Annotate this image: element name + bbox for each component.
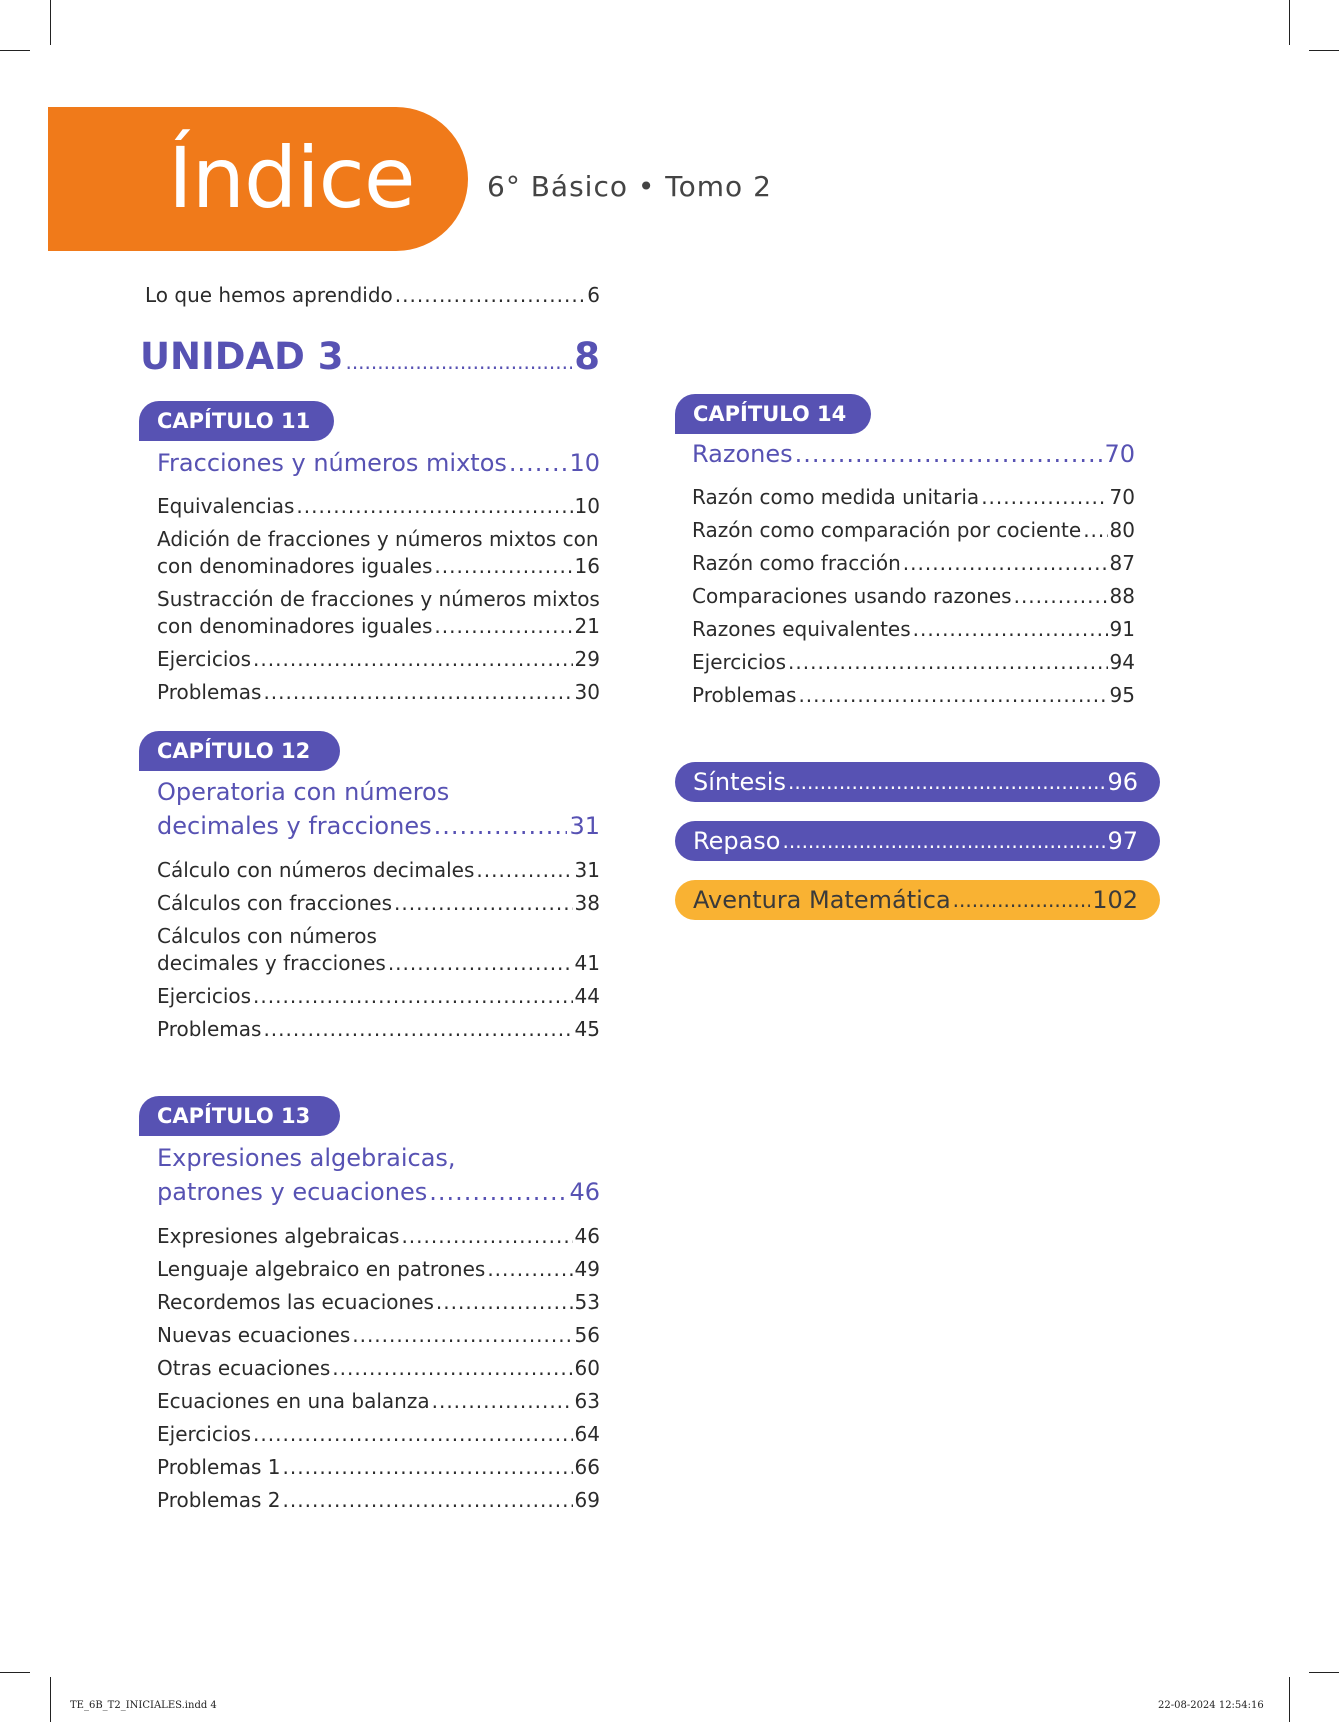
leader-dots <box>253 1422 573 1446</box>
toc-entry-label: Ejercicios <box>157 647 252 671</box>
leader-dots <box>476 858 572 882</box>
toc-entry-label: Comparaciones usando razones <box>692 584 1012 608</box>
toc-entry-page: 94 <box>1109 650 1135 674</box>
toc-entry-page: 21 <box>574 614 600 638</box>
leader-dots <box>1014 584 1108 608</box>
toc-entry[interactable] <box>157 647 600 671</box>
topic-label: Fracciones y números mixtos <box>157 449 507 477</box>
toc-entry-page: 16 <box>574 554 600 578</box>
chapter-badge: CAPÍTULO 12 <box>139 731 340 771</box>
toc-entry[interactable] <box>157 1455 600 1479</box>
toc-entry-label: Cálculos con fracciones <box>157 891 392 915</box>
toc-entry-page: 56 <box>574 1323 600 1347</box>
toc-entry[interactable] <box>157 1422 600 1446</box>
sintesis-link[interactable] <box>675 762 1160 802</box>
toc-entry-label: decimales y fracciones <box>157 951 386 975</box>
toc-entry[interactable] <box>157 680 600 704</box>
toc-entry-page: 10 <box>574 494 600 518</box>
toc-entry-label: Recordemos las ecuaciones <box>157 1290 434 1314</box>
topic-page: 31 <box>569 812 600 840</box>
leader-dots <box>903 551 1108 575</box>
leader-dots <box>432 1389 573 1413</box>
toc-entry-label: Razón como fracción <box>692 551 901 575</box>
aventura-matematica-link[interactable] <box>675 880 1160 920</box>
leader-dots <box>798 683 1107 707</box>
toc-entry-page: 46 <box>574 1224 600 1248</box>
toc-entry-page: 95 <box>1109 683 1135 707</box>
topic-label: Razones <box>692 440 793 468</box>
toc-entry-label: con denominadores iguales <box>157 614 433 638</box>
toc-entry[interactable] <box>157 614 600 638</box>
toc-entry-page: 87 <box>1109 551 1135 575</box>
leader-dots <box>345 350 572 374</box>
toc-entry-label: Problemas <box>157 1017 262 1041</box>
leader-dots <box>253 984 573 1008</box>
chapter-topic[interactable] <box>157 1178 600 1206</box>
toc-entry-label: Razones equivalentes <box>692 617 911 641</box>
leader-dots <box>253 647 573 671</box>
toc-entry[interactable] <box>692 518 1135 542</box>
toc-entry-page: 63 <box>574 1389 600 1413</box>
leader-dots <box>395 283 585 307</box>
leader-dots <box>332 1356 572 1380</box>
toc-entry[interactable] <box>157 984 600 1008</box>
toc-entry[interactable] <box>157 1257 600 1281</box>
toc-entry[interactable] <box>157 554 600 578</box>
leader-dots <box>509 449 568 477</box>
leader-dots <box>783 829 1106 853</box>
crop-mark <box>50 1677 51 1722</box>
pill-label: Aventura Matemática <box>693 886 951 914</box>
toc-entry-line: Sustracción de fracciones y números mixtos <box>157 587 600 611</box>
toc-entry-label: Ejercicios <box>157 984 252 1008</box>
toc-entry-label: con denominadores iguales <box>157 554 433 578</box>
toc-entry-label: Razón como medida unitaria <box>692 485 980 509</box>
toc-entry-page: 53 <box>574 1290 600 1314</box>
crop-mark <box>50 0 51 45</box>
chapter-topic-line: Expresiones algebraicas, <box>157 1144 456 1172</box>
toc-entry[interactable] <box>692 551 1135 575</box>
toc-entry-label: Ejercicios <box>692 650 787 674</box>
leader-dots <box>1083 518 1107 542</box>
leader-dots <box>434 614 572 638</box>
toc-entry-page: 44 <box>574 984 600 1008</box>
toc-entry-label: Problemas 2 <box>157 1488 281 1512</box>
toc-entry-page: 91 <box>1109 617 1135 641</box>
leader-dots <box>429 1178 567 1206</box>
leader-dots <box>981 485 1107 509</box>
toc-entry-label: Problemas <box>157 680 262 704</box>
toc-entry[interactable] <box>692 617 1135 641</box>
leader-dots <box>953 888 1091 912</box>
toc-entry-page: 69 <box>574 1488 600 1512</box>
pill-page: 96 <box>1107 768 1138 796</box>
toc-entry-page: 6 <box>587 283 600 307</box>
leader-dots <box>487 1257 572 1281</box>
unit-label: UNIDAD 3 <box>140 335 344 378</box>
page-title: Índice <box>168 129 415 227</box>
toc-entry-label: Problemas <box>692 683 797 707</box>
toc-entry[interactable] <box>145 283 600 307</box>
leader-dots <box>436 1290 573 1314</box>
crop-mark <box>0 50 30 51</box>
leader-dots <box>296 494 572 518</box>
pill-page: 102 <box>1092 886 1138 914</box>
toc-entry[interactable] <box>157 494 600 518</box>
chapter-topic-line: Operatoria con números <box>157 778 450 806</box>
topic-page: 46 <box>569 1178 600 1206</box>
leader-dots <box>434 554 572 578</box>
leader-dots <box>283 1455 573 1479</box>
toc-entry-page: 29 <box>574 647 600 671</box>
toc-entry-page: 45 <box>574 1017 600 1041</box>
toc-entry-label: Equivalencias <box>157 494 295 518</box>
toc-entry-label: Cálculo con números decimales <box>157 858 475 882</box>
toc-entry-page: 30 <box>574 680 600 704</box>
toc-entry[interactable] <box>157 951 600 975</box>
chapter-badge: CAPÍTULO 11 <box>139 401 334 441</box>
leader-dots <box>913 617 1108 641</box>
leader-dots <box>283 1488 573 1512</box>
toc-entry[interactable] <box>692 485 1135 509</box>
toc-entry[interactable] <box>157 858 600 882</box>
toc-entry[interactable] <box>692 683 1135 707</box>
toc-entry[interactable] <box>157 1323 600 1347</box>
crop-mark <box>0 1672 30 1673</box>
toc-entry[interactable] <box>157 1017 600 1041</box>
toc-entry-page: 64 <box>574 1422 600 1446</box>
chapter-topic[interactable] <box>692 440 1135 468</box>
leader-dots <box>263 680 572 704</box>
chapter-topic[interactable] <box>157 449 600 477</box>
topic-label: patrones y ecuaciones <box>157 1178 428 1206</box>
leader-dots <box>263 1017 572 1041</box>
toc-entry-label: Ecuaciones en una balanza <box>157 1389 430 1413</box>
toc-entry-label: Ejercicios <box>157 1422 252 1446</box>
toc-entry-label: Otras ecuaciones <box>157 1356 331 1380</box>
toc-entry-page: 31 <box>574 858 600 882</box>
toc-entry[interactable] <box>157 1356 600 1380</box>
footer-timestamp: 22-08-2024 12:54:16 <box>1158 1700 1264 1711</box>
toc-entry[interactable] <box>157 891 600 915</box>
crop-mark <box>1289 0 1290 45</box>
pill-page: 97 <box>1107 827 1138 855</box>
toc-entry-page: 60 <box>574 1356 600 1380</box>
topic-label: decimales y fracciones <box>157 812 432 840</box>
toc-entry-page: 38 <box>574 891 600 915</box>
leader-dots <box>401 1224 572 1248</box>
leader-dots <box>788 770 1105 794</box>
toc-entry[interactable] <box>157 1389 600 1413</box>
toc-entry-page: 70 <box>1109 485 1135 509</box>
crop-mark <box>1309 1672 1339 1673</box>
toc-entry-label: Lenguaje algebraico en patrones <box>157 1257 486 1281</box>
toc-entry-page: 49 <box>574 1257 600 1281</box>
toc-entry[interactable] <box>692 650 1135 674</box>
toc-entry-line: Cálculos con números <box>157 924 377 948</box>
leader-dots <box>788 650 1108 674</box>
leader-dots <box>394 891 573 915</box>
toc-entry[interactable] <box>157 1488 600 1512</box>
toc-entry-line: Adición de fracciones y números mixtos con <box>157 527 599 551</box>
leader-dots <box>795 440 1103 468</box>
crop-mark <box>1289 1677 1290 1722</box>
topic-page: 70 <box>1104 440 1135 468</box>
leader-dots <box>434 812 568 840</box>
unit-heading[interactable] <box>140 335 600 378</box>
toc-entry-label: Lo que hemos aprendido <box>145 283 393 307</box>
repaso-link[interactable] <box>675 821 1160 861</box>
toc-entry-page: 41 <box>574 951 600 975</box>
toc-entry-label: Nuevas ecuaciones <box>157 1323 351 1347</box>
chapter-topic[interactable] <box>157 812 600 840</box>
chapter-badge: CAPÍTULO 13 <box>139 1096 340 1136</box>
toc-entry[interactable] <box>157 1290 600 1314</box>
unit-page: 8 <box>574 335 600 378</box>
toc-entry-page: 80 <box>1109 518 1135 542</box>
page-subtitle: 6° Básico • Tomo 2 <box>487 170 772 203</box>
footer-file: TE_6B_T2_INICIALES.indd 4 <box>70 1700 217 1711</box>
leader-dots <box>388 951 573 975</box>
toc-entry[interactable] <box>157 1224 600 1248</box>
crop-mark <box>1309 50 1339 51</box>
toc-entry-page: 66 <box>574 1455 600 1479</box>
toc-entry-page: 88 <box>1109 584 1135 608</box>
toc-entry-label: Razón como comparación por cociente <box>692 518 1082 542</box>
toc-entry-label: Problemas 1 <box>157 1455 281 1479</box>
pill-label: Síntesis <box>693 768 786 796</box>
toc-entry[interactable] <box>692 584 1135 608</box>
chapter-badge: CAPÍTULO 14 <box>675 394 871 434</box>
topic-page: 10 <box>569 449 600 477</box>
leader-dots <box>352 1323 572 1347</box>
pill-label: Repaso <box>693 827 781 855</box>
toc-entry-label: Expresiones algebraicas <box>157 1224 400 1248</box>
